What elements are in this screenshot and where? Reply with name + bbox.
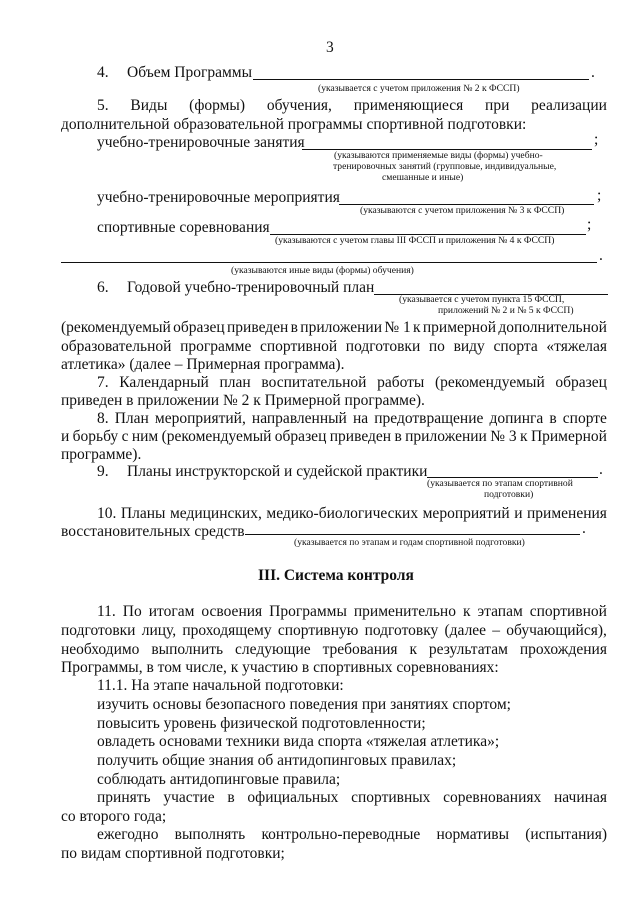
word: (рекомендуемый [434,374,545,391]
word: с [121,428,129,445]
item-4-text: Объем Программы [127,64,252,81]
item-10-line-2: восстановительных средств [61,523,245,540]
word: участие [163,789,215,806]
requirement-5: соблюдать антидопинговые правила; [97,771,341,788]
item-9-end: . [599,461,603,478]
requirement-7-line-1 [97,826,607,844]
word: 8. [97,410,109,427]
word: принять [97,789,151,806]
word: требования [322,641,398,658]
word: 7. [97,374,109,391]
requirement-7-line-2: по видам спортивной подготовки; [61,845,285,862]
requirement-1: изучить основы безопасного поведения при занятиях спортом; [97,696,511,713]
item-10-line-1 [97,505,607,523]
word: предотвращение [374,410,484,427]
word: направленный [251,410,347,427]
word: выполнять [174,826,246,843]
word: программе [180,338,252,355]
word: работы [377,374,425,391]
item-6-line-3 [61,338,607,356]
item-4-fill-line [253,79,589,80]
item-10-fill-line [245,534,580,535]
item-6-line-2 [61,319,607,337]
word: воспитательной [261,374,367,391]
item-4-caption: (указывается с учетом приложения № 2 к ФССП) [318,83,520,94]
item-8-line-3: программе). [61,446,142,463]
p11-line-1 [97,603,607,621]
word: проходящему [182,622,272,639]
competitions-caption: (указываются с учетом главы III ФССП и приложения № 4 к ФССП) [275,235,555,246]
requirement-4: получить общие знания об антидопинговых правилах; [97,752,457,769]
training-sessions-caption-1: (указываются применяемые виды (формы) учебно- [334,150,543,161]
item-4-number: 4. [97,64,109,81]
word: в [290,319,298,336]
word: спорта [493,338,538,355]
word: образец [173,319,225,336]
word: образец [555,374,607,391]
item-7-line-2: приведен в приложении № 2 к Примерной программе). [61,392,425,409]
word: Планы [120,505,166,522]
word: 5. [97,97,109,114]
word: Программы [269,603,347,620]
word: виду [453,338,485,355]
word: (испытания) [525,826,607,843]
word: применительно [353,603,456,620]
item-6-line-4: атлетика» (далее – Примерная программа). [61,356,345,373]
word: обучения, [266,97,332,114]
word: контрольно-переводные [261,826,421,843]
word: борьбу [72,428,119,445]
word: (формы) [189,97,246,114]
word: применения [527,505,607,522]
word: подготовки [345,338,421,355]
training-events-end: ; [597,187,602,204]
item-6-text: Годовой учебно-тренировочный план [127,279,375,296]
word: 11. [97,603,116,620]
item-5-line-2: дополнительной образовательной программы спортивной подготовки: [61,116,527,133]
word: приложении [300,319,382,336]
other-forms-end: . [599,247,603,264]
word: (рекомендуемый [161,428,272,445]
word: план [219,374,251,391]
p11-line-3 [61,641,607,659]
requirement-6-line-2: со второго года; [61,808,167,825]
word: (далее [444,622,487,639]
word: ежегодно [97,826,159,843]
word: в [227,789,235,806]
other-forms-caption: (указываются иные виды (формы) обучения) [231,265,414,276]
word: Примерной [530,428,607,445]
word: начиная [554,789,607,806]
word: № 3 [490,428,517,445]
word: План [114,410,149,427]
word: в [549,410,557,427]
section-heading: III. Система контроля [258,567,414,584]
word: итогам [148,603,195,620]
word: подготовку [364,622,439,639]
item-6-number: 6. [97,279,109,296]
item-8-line-1 [97,410,607,428]
competitions-label: спортивные соревнования [97,219,270,236]
word: и [514,505,523,522]
training-sessions-caption-3: смешанные и иные) [382,172,464,183]
training-events-caption: (указываются с учетом приложения № 3 к ФССП) [360,205,565,216]
word: мероприятий [422,505,510,522]
training-sessions-end: ; [594,131,599,148]
word: «тяжелая [546,338,607,355]
word: дополнительной [498,319,607,336]
word: медико-биологических [266,505,419,522]
requirement-3: овладеть основами техники вида спорта «тяжелая атлетика»; [97,733,500,750]
item-9-text: Планы инструкторской и судейской практики [127,463,428,480]
item-9-number: 9. [97,463,109,480]
word: медицинских, [169,505,262,522]
word: и [61,428,70,445]
word: мероприятий, [154,410,246,427]
word: выполнить [151,641,224,658]
word: необходимо [61,641,140,658]
word: к [413,319,421,336]
word: спорте [562,410,607,427]
word: этапам [477,603,523,620]
word: допинга [489,410,544,427]
training-sessions-label: учебно-тренировочные занятия [97,134,305,151]
item-7-line-1 [97,374,607,392]
word: (рекомендуемый [61,319,171,336]
word: приведен [227,319,289,336]
word: Календарный [119,374,209,391]
training-events-label: учебно-тренировочные мероприятия [97,189,340,206]
word: лицу, [141,622,177,639]
other-forms-fill-line [61,262,597,263]
p11-line-2 [61,622,607,640]
word: спортивной [259,338,338,355]
word: освоения [201,603,263,620]
word: ним [131,428,159,445]
word: № 1 [384,319,411,336]
item-6-caption-1: (указывается с учетом пункта 15 ФССП, [399,294,565,305]
word: следующие [235,641,311,658]
requirement-6-line-1 [97,789,607,807]
item-9-caption-2: подготовки) [484,489,534,500]
subsection-heading: 11.1. На этапе начальной подготовки: [97,677,344,694]
page-number: 3 [326,39,334,56]
word: к [462,603,471,620]
word: нормативы [436,826,510,843]
word: спортивную [277,622,359,639]
word: на [352,410,369,427]
competitions-end: ; [587,216,592,233]
word: подготовки [61,622,136,639]
word: к [409,641,417,658]
training-sessions-caption-2: тренировочных занятий (групповые, индивидуальные, [333,161,557,172]
item-4-end: . [591,64,595,81]
word: приложении [405,428,487,445]
item-5-line-1 [97,97,607,115]
word: обучающийся), [506,622,607,639]
item-8-line-2 [61,428,607,446]
item-10-end: . [582,520,586,537]
word: в [394,428,402,445]
word: По [122,603,142,620]
word: по [428,338,445,355]
word: результатам [428,641,508,658]
p11-line-4: Программы, в том числе, к участию в спортивных соревнованиях: [61,659,499,676]
word: приведен [329,428,392,445]
word: реализации [531,97,607,114]
word: применяющиеся [353,97,464,114]
word: примерной [422,319,497,336]
item-10-caption: (указывается по этапам и годам спортивной подготовки) [294,537,525,548]
word: – [492,622,501,639]
word: Виды [130,97,168,114]
item-6-caption-2: приложений № 2 и № 5 к ФССП) [438,305,574,316]
word: спортивных [351,789,431,806]
requirement-2: повысить уровень физической подготовленности; [97,715,426,732]
word: прохождения [519,641,607,658]
word: официальных [247,789,339,806]
word: соревнованиях [443,789,542,806]
word: при [485,97,510,114]
item-9-caption-1: (указывается по этапам спортивной [427,478,573,489]
word: образец [274,428,327,445]
word: к [520,428,528,445]
word: 10. [97,505,117,522]
word: образовательной [61,338,172,355]
word: спортивной [529,603,607,620]
